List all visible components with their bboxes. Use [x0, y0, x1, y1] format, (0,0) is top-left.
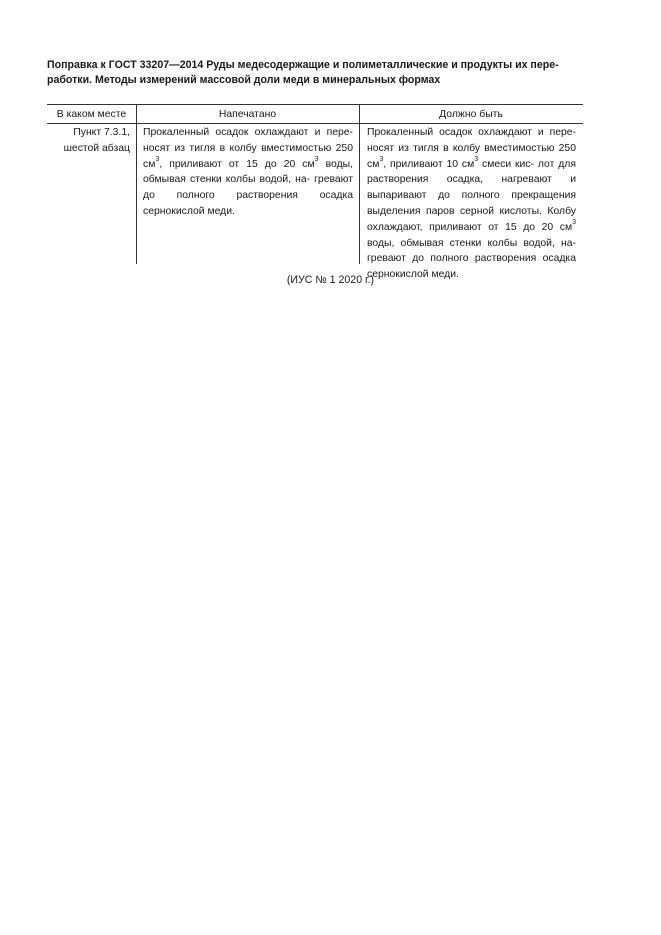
header-location: В каком месте	[56, 109, 127, 120]
table-header-rule	[47, 123, 583, 124]
title-line-1: Поправка к ГОСТ 33207—2014 Руды медесодержащие и полиметаллические и продукты их пере-	[47, 59, 559, 71]
cell-location	[47, 125, 130, 157]
column-divider-1	[136, 104, 137, 264]
should-be-sup-2: 3	[474, 156, 479, 164]
should-be-text-2: , приливают 10 см	[383, 158, 475, 170]
should-be-sup-1: 3	[379, 156, 384, 164]
location-line-2: шестой абзац	[63, 142, 130, 154]
should-be-text-1: Прокаленный осадок охлаждают и пере- носят из тигля в колбу вместимостью 250 см	[367, 127, 576, 170]
should-be-text-4: воды, обмывая стенки колбы водой, на- гревают до полного растворения осадка сернокислой меди.	[367, 237, 576, 281]
footer-source: (ИУС № 1 2020 г.)	[286, 274, 375, 286]
title-line-2: работки. Методы измерений массовой доли меди в минеральных формах	[47, 74, 441, 86]
printed-text-3: воды, обмывая стенки колбы водой, на- гревают до полного растворения осадка сернокислой меди.	[143, 158, 353, 217]
printed-sup-1: 3	[155, 156, 160, 164]
cell-should-be	[367, 125, 576, 283]
cell-printed	[143, 125, 353, 220]
printed-sup-2: 3	[314, 156, 319, 164]
column-divider-2	[359, 104, 360, 264]
should-be-sup-3: 3	[572, 219, 576, 227]
location-line-1: Пункт 7.3.1,	[73, 127, 130, 138]
header-printed: Напечатано	[218, 109, 277, 120]
document-title	[47, 58, 587, 88]
should-be-text-3: смеси кис- лот для растворения осадка, нагревают и выпаривают до полного прекращения выделения паров серной кислоты. Колбу охлаждают, приливают от 15 до 20 см	[367, 158, 576, 233]
printed-text-1: Прокаленный осадок охлаждают и пере- носят из тигля в колбу вместимостью 250 см	[143, 127, 353, 170]
table-top-rule	[47, 104, 583, 105]
header-should-be: Должно быть	[439, 109, 503, 120]
printed-text-2: , приливают от 15 до 20 см	[159, 158, 315, 170]
